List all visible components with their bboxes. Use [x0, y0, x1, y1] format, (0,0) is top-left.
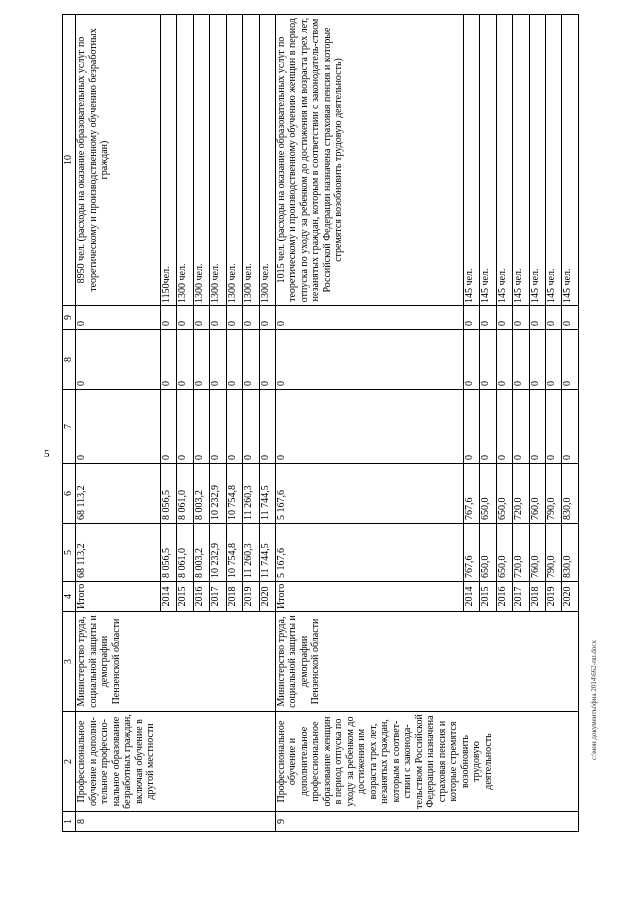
result-text: 1015 чел. (расходы на оказание образовательных услуг по теоретическому и производственному обучению женщин в период отпуска по уходу за ребенком до достижения им возраста трех лет, незанятых граждан, которым в соответствии с законодатель-ством Российской Федерации назначена страховая пенсия и которые стремятся возобновить трудовую деятельность)	[275, 15, 463, 306]
result-text: 1300 чел.	[193, 15, 209, 306]
cell-value: 0	[480, 390, 496, 464]
section9-total-row	[275, 15, 463, 832]
program-table	[62, 14, 579, 832]
cell-value: 68 113,2	[76, 464, 161, 524]
cell-value: 8 061,0	[177, 524, 193, 582]
cell-value: 11 260,3	[243, 524, 259, 582]
total-label: Итого	[275, 582, 463, 612]
year: 2019	[546, 582, 562, 612]
cell-value: 68 113,2	[76, 524, 161, 582]
cell-value: 767,6	[463, 464, 479, 524]
result-text: 145 чел.	[546, 15, 562, 306]
cell-value: 0	[275, 330, 463, 390]
cell-value: 0	[463, 390, 479, 464]
cell-value: 0	[546, 306, 562, 330]
cell-value: 0	[259, 306, 275, 330]
cell-value: 0	[480, 306, 496, 330]
result-text: 145 чел.	[562, 15, 579, 306]
cell-value: 0	[177, 390, 193, 464]
measure-name: Профессиональное обучение и дополнительное профессиональное образование женщин в период отпуска по уходу за ребенком до достижения им возраста трех лет, незанятых граждан, которым в соответ-ствии с законода-тельством Российской Федерации назначена страховая пенсия и которые стремятся возобновить трудовую деятельность	[275, 712, 578, 812]
cell-value: 8 061,0	[177, 464, 193, 524]
col-header: 10	[63, 15, 76, 306]
cell-value: 760,0	[529, 464, 545, 524]
year: 2016	[496, 582, 512, 612]
cell-value: 0	[529, 330, 545, 390]
cell-value: 11 744,5	[259, 464, 275, 524]
cell-value: 0	[546, 390, 562, 464]
cell-value: 0	[496, 390, 512, 464]
col-header: 2	[63, 712, 76, 812]
cell-value: 790,0	[546, 524, 562, 582]
col-header: 6	[63, 464, 76, 524]
cell-value: 10 754,8	[226, 464, 242, 524]
year: 2014	[161, 582, 177, 612]
rotated-table-container	[62, 15, 579, 832]
cell-value: 0	[193, 390, 209, 464]
header-row	[63, 15, 76, 832]
page-number: 5	[44, 448, 50, 460]
cell-value: 5 167,6	[275, 464, 463, 524]
cell-value: 0	[243, 330, 259, 390]
cell-value: 0	[210, 330, 226, 390]
col-header: 1	[63, 812, 76, 832]
cell-value: 650,0	[496, 464, 512, 524]
year: 2015	[480, 582, 496, 612]
cell-value: 0	[562, 330, 579, 390]
result-text: 145 чел.	[496, 15, 512, 306]
cell-value: 0	[193, 306, 209, 330]
cell-value: 0	[275, 306, 463, 330]
cell-value: 830,0	[562, 524, 579, 582]
year: 2017	[513, 582, 529, 612]
col-header: 8	[63, 330, 76, 390]
cell-value: 0	[480, 330, 496, 390]
year: 2020	[562, 582, 579, 612]
cell-value: 8 056,5	[161, 524, 177, 582]
cell-value: 0	[76, 330, 161, 390]
result-text: 1150чел.	[161, 15, 177, 306]
cell-value: 830,0	[562, 464, 579, 524]
cell-value: 0	[463, 330, 479, 390]
col-header: 7	[63, 390, 76, 464]
year: 2015	[177, 582, 193, 612]
cell-value: 0	[76, 390, 161, 464]
file-path-footer: c:\мои документы\фна 2014\662-пп.docx	[590, 640, 598, 760]
executor: Министерство труда, социальной защиты и демографии Пензенской области	[76, 612, 276, 712]
cell-value: 11 260,3	[243, 464, 259, 524]
cell-value: 0	[161, 306, 177, 330]
cell-value: 0	[226, 390, 242, 464]
section8-total-row	[76, 15, 161, 832]
cell-value: 10 232,9	[210, 464, 226, 524]
cell-value: 767,6	[463, 524, 479, 582]
row-number: 8	[76, 812, 276, 832]
result-text: 1300 чел.	[243, 15, 259, 306]
col-header: 9	[63, 306, 76, 330]
cell-value: 650,0	[480, 464, 496, 524]
cell-value: 0	[275, 390, 463, 464]
cell-value: 0	[259, 390, 275, 464]
result-text: 145 чел.	[513, 15, 529, 306]
cell-value: 0	[177, 330, 193, 390]
cell-value: 0	[496, 306, 512, 330]
cell-value: 0	[562, 306, 579, 330]
result-text: 145 чел.	[480, 15, 496, 306]
cell-value: 760,0	[529, 524, 545, 582]
result-text: 145 чел.	[463, 15, 479, 306]
cell-value: 0	[177, 306, 193, 330]
cell-value: 11 744,5	[259, 524, 275, 582]
cell-value: 8 056,5	[161, 464, 177, 524]
cell-value: 650,0	[480, 524, 496, 582]
total-label: Итого	[76, 582, 161, 612]
cell-value: 0	[496, 330, 512, 390]
cell-value: 0	[529, 306, 545, 330]
col-header: 4	[63, 582, 76, 612]
cell-value: 0	[193, 330, 209, 390]
cell-value: 0	[463, 306, 479, 330]
cell-value: 5 167,6	[275, 524, 463, 582]
cell-value: 0	[161, 390, 177, 464]
cell-value: 10 232,9	[210, 524, 226, 582]
cell-value: 0	[243, 306, 259, 330]
year: 2019	[243, 582, 259, 612]
cell-value: 8 003,2	[193, 524, 209, 582]
measure-name: Профессиональное обучение и дополни-тельное профессио-нальное образование безработных граждан, включая обучение в другой местности	[76, 712, 276, 812]
cell-value: 720,0	[513, 524, 529, 582]
cell-value: 0	[513, 306, 529, 330]
cell-value: 0	[513, 390, 529, 464]
col-header: 3	[63, 612, 76, 712]
cell-value: 650,0	[496, 524, 512, 582]
cell-value: 0	[513, 330, 529, 390]
year: 2020	[259, 582, 275, 612]
row-number: 9	[275, 812, 578, 832]
result-text: 1300 чел.	[259, 15, 275, 306]
year: 2018	[529, 582, 545, 612]
year: 2014	[463, 582, 479, 612]
cell-value: 0	[210, 390, 226, 464]
cell-value: 10 754,8	[226, 524, 242, 582]
result-text: 1300 чел.	[210, 15, 226, 306]
cell-value: 0	[226, 330, 242, 390]
executor: Министерство труда, социальной защиты и демографии Пензенской области	[275, 612, 578, 712]
cell-value: 8 003,2	[193, 464, 209, 524]
cell-value: 790,0	[546, 464, 562, 524]
cell-value: 0	[226, 306, 242, 330]
cell-value: 0	[210, 306, 226, 330]
result-text: 145 чел.	[529, 15, 545, 306]
cell-value: 0	[259, 330, 275, 390]
col-header: 5	[63, 524, 76, 582]
result-text: 8950 чел. (расходы на оказание образовательных услуг по теоретическому и производственному обучению безработных граждан)	[76, 15, 161, 306]
year: 2016	[193, 582, 209, 612]
result-text: 1300 чел.	[226, 15, 242, 306]
year: 2017	[210, 582, 226, 612]
year: 2018	[226, 582, 242, 612]
cell-value: 0	[76, 306, 161, 330]
cell-value: 0	[546, 330, 562, 390]
cell-value: 720,0	[513, 464, 529, 524]
cell-value: 0	[243, 390, 259, 464]
cell-value: 0	[161, 330, 177, 390]
cell-value: 0	[562, 390, 579, 464]
cell-value: 0	[529, 390, 545, 464]
result-text: 1300 чел.	[177, 15, 193, 306]
